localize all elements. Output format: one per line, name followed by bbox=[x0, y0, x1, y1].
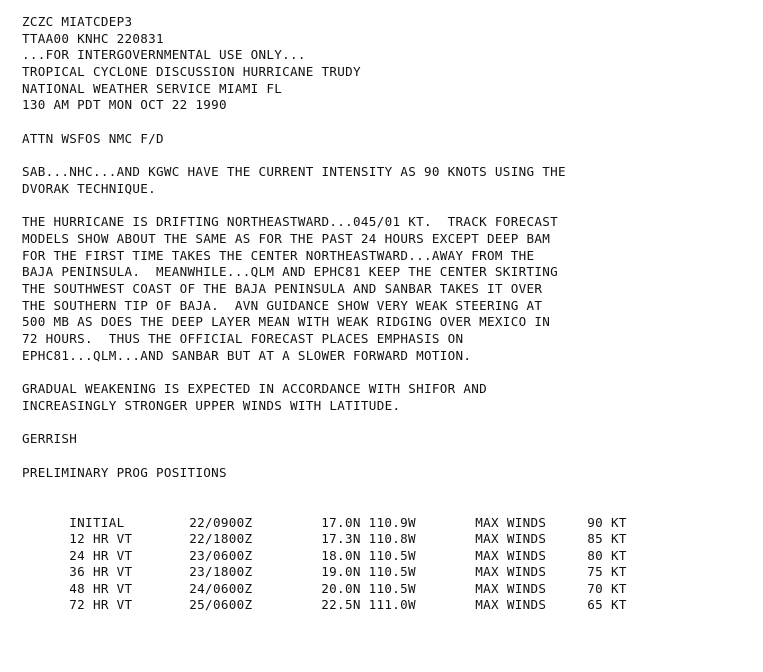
forecast-position: 19.0N 110.5W bbox=[321, 564, 416, 580]
blank-line bbox=[22, 415, 753, 432]
blank-line bbox=[22, 148, 753, 165]
max-winds-label: MAX WINDS bbox=[475, 514, 547, 530]
text-line: DVORAK TECHNIQUE. bbox=[22, 180, 156, 196]
max-winds-value: 70 KT bbox=[587, 580, 627, 596]
paragraph-intensity bbox=[22, 164, 753, 197]
forecast-label: 72 HR VT bbox=[69, 597, 133, 613]
blank-line bbox=[22, 364, 753, 381]
forecast-time: 22/1800Z bbox=[189, 531, 253, 547]
text-line: THE SOUTHWEST COAST OF THE BAJA PENINSULA AND SANBAR TAKES IT OVER bbox=[22, 281, 543, 296]
text-line: FOR THE FIRST TIME TAKES THE CENTER NORTHEASTWARD...AWAY FROM THE bbox=[22, 247, 535, 263]
forecast-label: 36 HR VT bbox=[69, 564, 133, 580]
forecast-label: INITIAL bbox=[69, 514, 125, 530]
text-line: BAJA PENINSULA. MEANWHILE...QLM AND EPHC81 KEEP THE CENTER SKIRTING bbox=[22, 264, 558, 280]
paragraph-weakening bbox=[22, 381, 753, 414]
message-header bbox=[22, 14, 753, 114]
text-line: 72 HOURS. THUS THE OFFICIAL FORECAST PLACES EMPHASIS ON bbox=[22, 331, 464, 347]
forecast-position: 18.0N 110.5W bbox=[321, 547, 416, 563]
positions-table bbox=[22, 498, 753, 613]
max-winds-value: 90 KT bbox=[587, 514, 627, 530]
attention-line: ATTN WSFOS NMC F/D bbox=[22, 130, 164, 146]
text-line: INCREASINGLY STRONGER UPPER WINDS WITH LATITUDE. bbox=[22, 397, 401, 413]
max-winds-label: MAX WINDS bbox=[475, 531, 547, 547]
forecast-time: 23/1800Z bbox=[189, 564, 253, 580]
blank-line bbox=[22, 114, 753, 131]
max-winds-label: MAX WINDS bbox=[475, 564, 547, 580]
text-line: THE HURRICANE IS DRIFTING NORTHEASTWARD...045/01 KT. TRACK FORECAST bbox=[22, 214, 558, 230]
forecast-time: 25/0600Z bbox=[189, 597, 253, 613]
discussion-document bbox=[22, 14, 753, 613]
blank-line bbox=[22, 198, 753, 215]
text-line: THE SOUTHERN TIP OF BAJA. AVN GUIDANCE SHOW VERY WEAK STEERING AT bbox=[22, 297, 543, 313]
max-winds-value: 80 KT bbox=[587, 547, 627, 563]
forecast-position: 22.5N 111.0W bbox=[321, 597, 416, 613]
forecast-time: 23/0600Z bbox=[189, 547, 253, 563]
max-winds-label: MAX WINDS bbox=[475, 580, 547, 596]
forecast-time: 24/0600Z bbox=[189, 580, 253, 596]
blank-line bbox=[22, 448, 753, 465]
positions-row bbox=[22, 498, 753, 530]
paragraph-track bbox=[22, 214, 753, 364]
forecast-position: 20.0N 110.5W bbox=[321, 580, 416, 596]
positions-title: PRELIMINARY PROG POSITIONS bbox=[22, 464, 227, 480]
forecast-label: 48 HR VT bbox=[69, 580, 133, 596]
max-winds-value: 75 KT bbox=[587, 564, 627, 580]
blank-line bbox=[22, 481, 753, 498]
forecast-position: 17.0N 110.9W bbox=[321, 514, 416, 530]
header-line: 130 AM PDT MON OCT 22 1990 bbox=[22, 97, 227, 113]
max-winds-label: MAX WINDS bbox=[475, 597, 547, 613]
forecast-position: 17.3N 110.8W bbox=[321, 531, 416, 547]
forecast-label: 24 HR VT bbox=[69, 547, 133, 563]
forecast-label: 12 HR VT bbox=[69, 531, 133, 547]
max-winds-label: MAX WINDS bbox=[475, 547, 547, 563]
text-line: SAB...NHC...AND KGWC HAVE THE CURRENT INTENSITY AS 90 KNOTS USING THE bbox=[22, 164, 566, 180]
header-line: ...FOR INTERGOVERNMENTAL USE ONLY... bbox=[22, 47, 306, 63]
header-line: NATIONAL WEATHER SERVICE MIAMI FL bbox=[22, 80, 283, 96]
forecaster-name: GERRISH bbox=[22, 431, 78, 447]
text-line: MODELS SHOW ABOUT THE SAME AS FOR THE PAST 24 HOURS EXCEPT DEEP BAM bbox=[22, 230, 551, 246]
text-line: GRADUAL WEAKENING IS EXPECTED IN ACCORDANCE WITH SHIFOR AND bbox=[22, 381, 488, 397]
header-line: TTAA00 KNHC 220831 bbox=[22, 30, 164, 46]
forecast-time: 22/0900Z bbox=[189, 514, 253, 530]
header-line: ZCZC MIATCDEP3 bbox=[22, 14, 133, 29]
text-line: EPHC81...QLM...AND SANBAR BUT AT A SLOWER FORWARD MOTION. bbox=[22, 347, 472, 363]
max-winds-value: 65 KT bbox=[587, 597, 627, 613]
max-winds-value: 85 KT bbox=[587, 531, 627, 547]
header-line: TROPICAL CYCLONE DISCUSSION HURRICANE TRUDY bbox=[22, 64, 361, 80]
text-line: 500 MB AS DOES THE DEEP LAYER MEAN WITH WEAK RIDGING OVER MEXICO IN bbox=[22, 314, 551, 330]
